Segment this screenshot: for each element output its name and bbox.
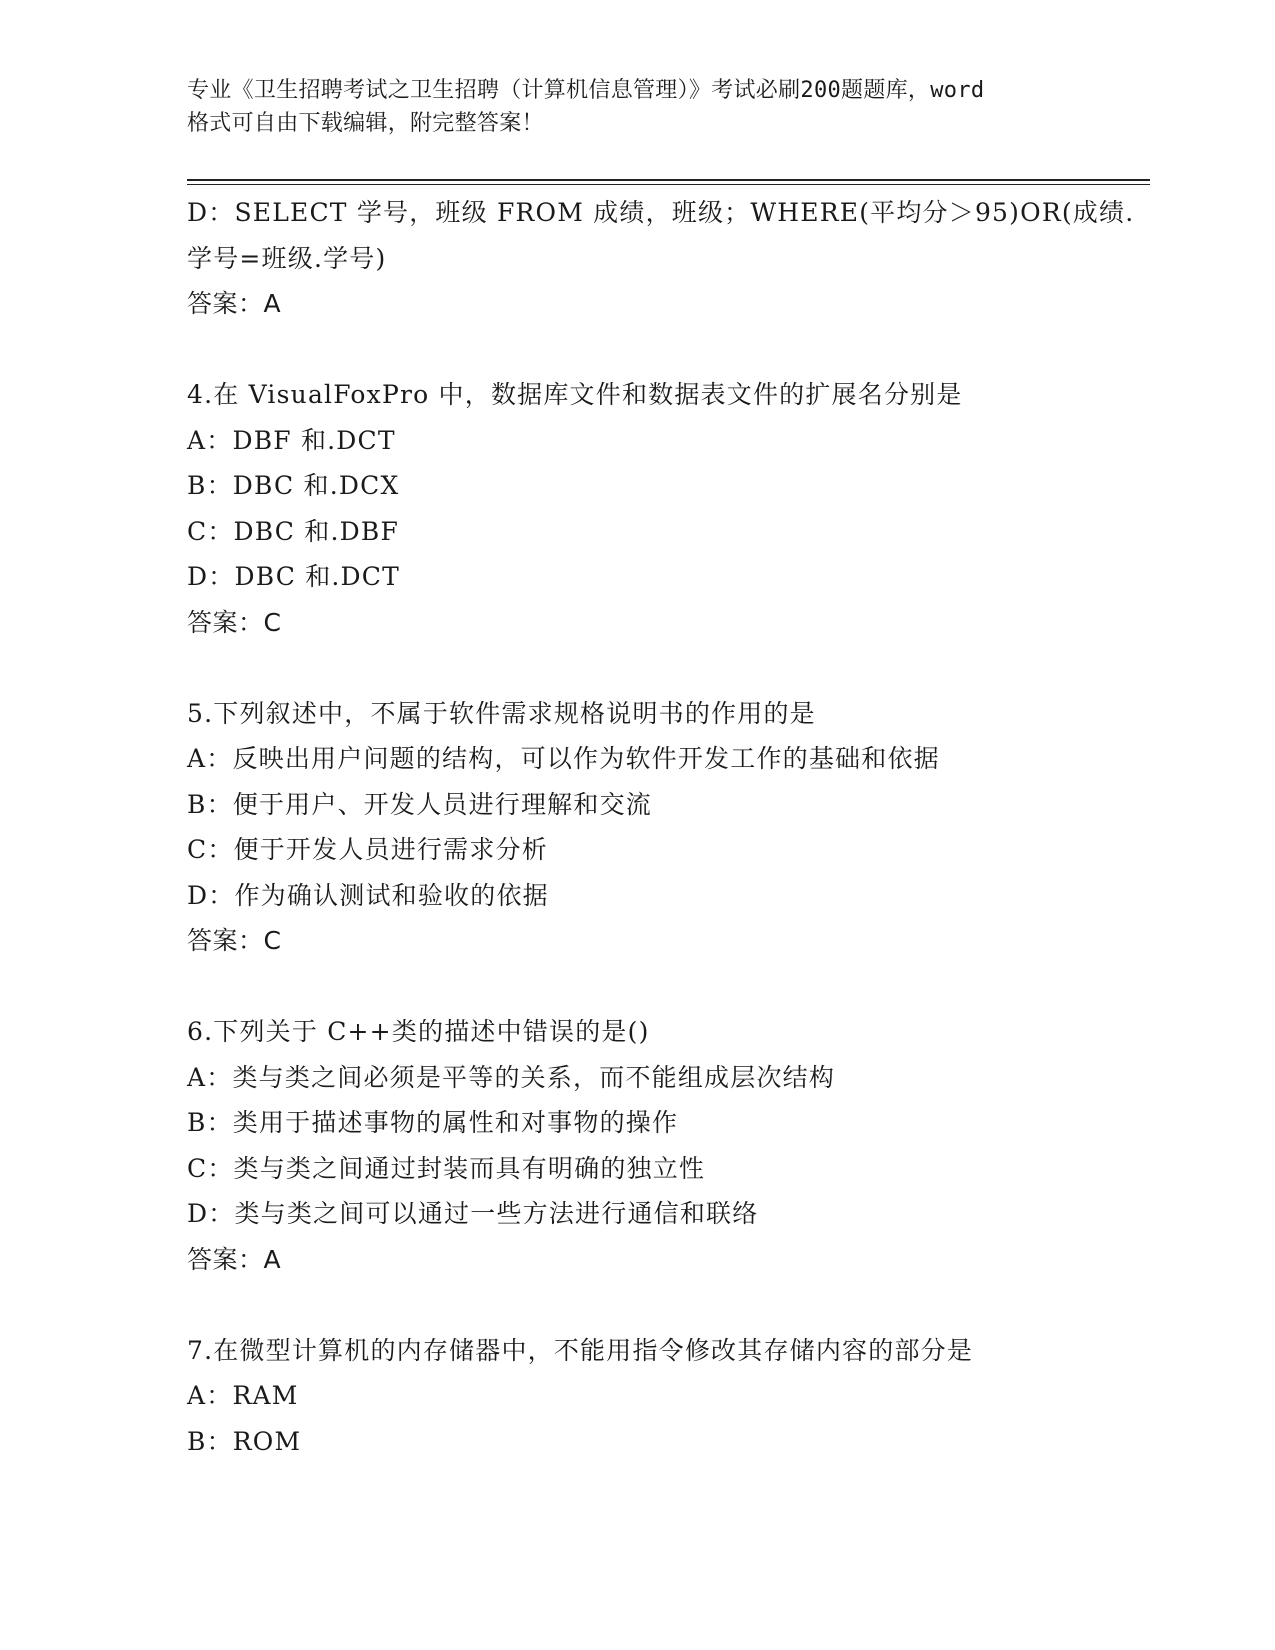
- option-c: C：便于开发人员进行需求分析: [187, 835, 548, 864]
- question-7: [187, 1328, 1117, 1465]
- option-c: C：DBC 和.DBF: [187, 516, 399, 546]
- spacer: [187, 964, 1117, 1010]
- option-d: D：作为确认测试和验收的依据: [187, 880, 549, 910]
- header-divider-thick: [187, 179, 1150, 181]
- option-b: B：类用于描述事物的属性和对事物的操作: [187, 1108, 679, 1137]
- option-a: A：反映出用户问题的结构，可以作为软件开发工作的基础和依据: [187, 744, 940, 773]
- answer-line: 答案：C: [187, 607, 282, 637]
- spacer: [187, 645, 1117, 691]
- option-d-line-2: 学号=班级.学号): [187, 243, 387, 273]
- question-stem: 7.在微型计算机的内存储器中，不能用指令修改其存储内容的部分是: [187, 1335, 974, 1365]
- question-stem: 4.在 VisualFoxPro 中，数据库文件和数据表文件的扩展名分别是: [187, 380, 963, 409]
- header-title-line-2: 格式可自由下载编辑，附完整答案！: [187, 111, 544, 136]
- option-c: C：类与类之间通过封装而具有明确的独立性: [187, 1153, 706, 1183]
- answer-line: 答案：A: [187, 1244, 282, 1274]
- option-b: B：DBC 和.DCX: [187, 471, 400, 500]
- spacer: [187, 327, 1117, 373]
- question-6: [187, 1009, 1117, 1282]
- spacer: [187, 1282, 1117, 1328]
- option-a: A：RAM: [187, 1381, 299, 1410]
- answer-line: 答案：A: [187, 289, 282, 318]
- document-header: [187, 74, 1107, 140]
- header-title-line-1: 专业《卫生招聘考试之卫生招聘（计算机信息管理）》考试必刷200题题库，word: [187, 78, 985, 103]
- answer-line: 答案：C: [187, 926, 282, 955]
- question-5: [187, 691, 1117, 964]
- option-d: D：类与类之间可以通过一些方法进行通信和联络: [187, 1199, 759, 1228]
- option-a: A：类与类之间必须是平等的关系，而不能组成层次结构: [187, 1062, 836, 1092]
- question-4: [187, 372, 1117, 645]
- question-content: [187, 190, 1135, 1464]
- option-b: B：便于用户、开发人员进行理解和交流: [187, 789, 652, 819]
- header-divider-thin: [187, 184, 1150, 185]
- option-d-line-1: D：SELECT 学号，班级 FROM 成绩，班级；WHERE(平均分＞95)OR(成绩.: [187, 198, 1135, 227]
- option-b: B：ROM: [187, 1426, 302, 1456]
- option-a: A：DBF 和.DCT: [187, 425, 396, 455]
- question-3-tail: [187, 190, 1135, 327]
- option-d: D：DBC 和.DCT: [187, 562, 400, 591]
- question-stem: 6.下列关于 C++类的描述中错误的是(): [187, 1017, 650, 1046]
- question-stem: 5.下列叙述中，不属于软件需求规格说明书的作用的是: [187, 698, 816, 728]
